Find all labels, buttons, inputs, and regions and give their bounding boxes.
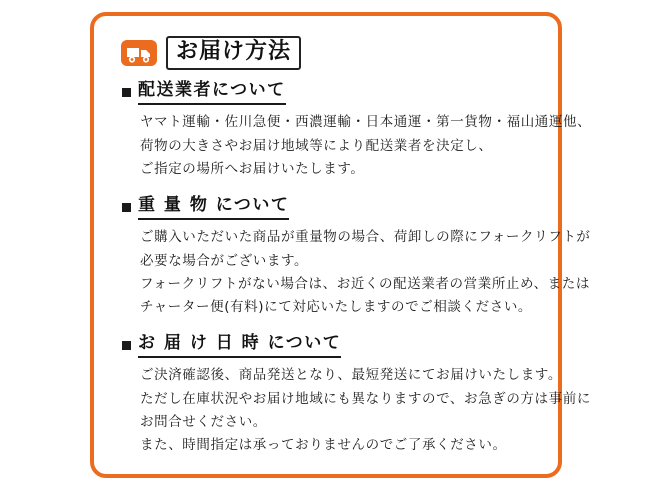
card-title-box (166, 36, 301, 70)
section-title: お 届 け 日 時 について (138, 333, 341, 358)
body-line: チャーター便(有料)にて対応いたしますのでご相談ください。 (140, 299, 533, 315)
section-body (140, 226, 591, 319)
body-line: お問合せください。 (140, 413, 267, 430)
section-title: 重 量 物 について (138, 195, 289, 220)
section-heading (118, 195, 536, 220)
filled-square-bullet-icon (122, 203, 131, 212)
filled-square-bullet-icon (122, 341, 131, 350)
body-line: ご購入いただいた商品が重量物の場合、荷卸しの際にフォークリフトが (140, 229, 591, 246)
card-inner (94, 16, 592, 474)
body-line: ヤマト運輸・佐川急便・西濃運輸・日本通運・第一貨物・福山通運他、 (140, 114, 592, 131)
section-body (140, 111, 592, 181)
section-title: 配送業者について (138, 80, 286, 105)
body-line: ただし在庫状況やお届け地域にも異なりますので、お急ぎの方は事前に (140, 390, 591, 407)
body-line: 必要な場合がございます。 (140, 252, 309, 269)
body-line: ご指定の場所へお届けいたします。 (140, 160, 365, 177)
body-line: ご決済確認後、商品発送となり、最短発送にてお届けいたします。 (140, 367, 562, 384)
filled-square-bullet-icon (122, 88, 131, 97)
section-shipping-carrier (118, 80, 592, 181)
section-body (140, 364, 591, 457)
body-line: 荷物の大きさやお届け地域等により配送業者を決定し、 (140, 137, 493, 154)
body-line: また、時間指定は承っておりませんのでご了承ください。 (140, 437, 507, 454)
delivery-truck-icon (120, 36, 158, 70)
body-line: フォークリフトがない場合は、お近くの配送業者の営業所止め、または (140, 275, 590, 292)
card-header (120, 36, 536, 70)
section-delivery-datetime (118, 333, 591, 457)
section-heading (118, 80, 536, 105)
card-title: お届け方法 (176, 39, 292, 64)
delivery-method-card (90, 12, 592, 478)
section-heading (118, 333, 536, 358)
section-heavy-items (118, 195, 591, 319)
